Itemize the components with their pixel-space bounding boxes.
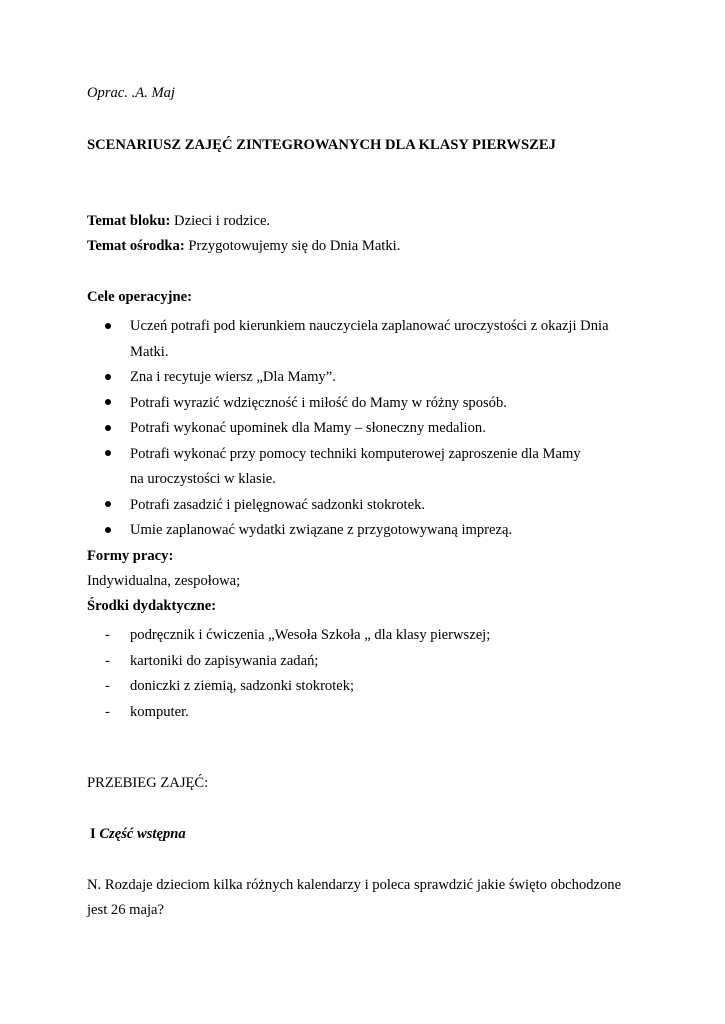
list-item: Umie zaplanować wydatki związane z przygotowywaną imprezą. <box>87 518 647 544</box>
bullet-icon <box>105 391 125 417</box>
formy-value: Indywidualna, zespołowa; <box>87 573 241 589</box>
paragraph-line-1: N. Rozdaje dzieciom kilka różnych kalendarzy i poleca sprawdzić jakie święto obchodzone <box>87 877 622 893</box>
bullet-icon <box>105 518 125 544</box>
author-line: Oprac. .A. Maj <box>87 85 175 101</box>
dash-marker: - <box>105 703 110 720</box>
czesc-number: I <box>90 826 100 842</box>
list-item: - komputer. <box>87 700 647 726</box>
temat-osrodka-label: Temat ośrodka: <box>87 238 185 254</box>
temat-bloku-line <box>87 213 270 231</box>
cele-list <box>87 314 647 544</box>
temat-bloku-label: Temat bloku: <box>87 213 171 229</box>
list-item: - podręcznik i ćwiczenia „Wesoła Szkoła „ dla klasy pierwszej; <box>87 623 647 649</box>
list-item: Potrafi zasadzić i pielęgnować sadzonki stokrotek. <box>87 493 647 519</box>
czesc-heading <box>90 826 186 844</box>
dash-marker: - <box>105 627 110 643</box>
dash-marker: - <box>105 678 110 694</box>
list-item: Potrafi wykonać przy pomocy techniki komputerowej zaproszenie dla Mamy na uroczystości w klasie. <box>87 442 647 493</box>
temat-osrodka-line <box>87 238 400 256</box>
srodki-list <box>87 623 647 725</box>
bullet-icon <box>105 314 125 340</box>
dash-marker: - <box>105 652 110 669</box>
document-title: SCENARIUSZ ZAJĘĆ ZINTEGROWANYCH DLA KLASY PIERWSZEJ <box>87 137 556 153</box>
list-item: - kartoniki do zapisywania zadań; <box>87 649 647 675</box>
bullet-icon <box>105 416 125 442</box>
temat-bloku-value: Dzieci i rodzice. <box>170 213 271 229</box>
bullet-icon <box>105 493 125 519</box>
temat-osrodka-value: Przygotowujemy się do Dnia Matki. <box>184 238 401 254</box>
list-item: Uczeń potrafi pod kierunkiem nauczyciela zaplanować uroczystości z okazji Dnia Matki. <box>87 314 647 365</box>
bullet-icon <box>105 365 125 391</box>
list-item: Zna i recytuje wiersz „Dla Mamy”. <box>87 365 647 391</box>
list-item: - doniczki z ziemią, sadzonki stokrotek; <box>87 674 647 700</box>
srodki-heading: Środki dydaktyczne: <box>87 598 217 614</box>
formy-heading: Formy pracy: <box>87 548 174 564</box>
bullet-icon <box>105 442 125 468</box>
list-item: Potrafi wyrazić wdzięczność i miłość do Mamy w różny sposób. <box>87 391 647 417</box>
cele-heading: Cele operacyjne: <box>87 289 192 305</box>
list-item: Potrafi wykonać upominek dla Mamy – słoneczny medalion. <box>87 416 647 442</box>
paragraph-line-2: jest 26 maja? <box>87 902 164 918</box>
czesc-label: Część wstępna <box>99 826 186 842</box>
przebieg-heading: PRZEBIEG ZAJĘĆ: <box>87 775 209 791</box>
